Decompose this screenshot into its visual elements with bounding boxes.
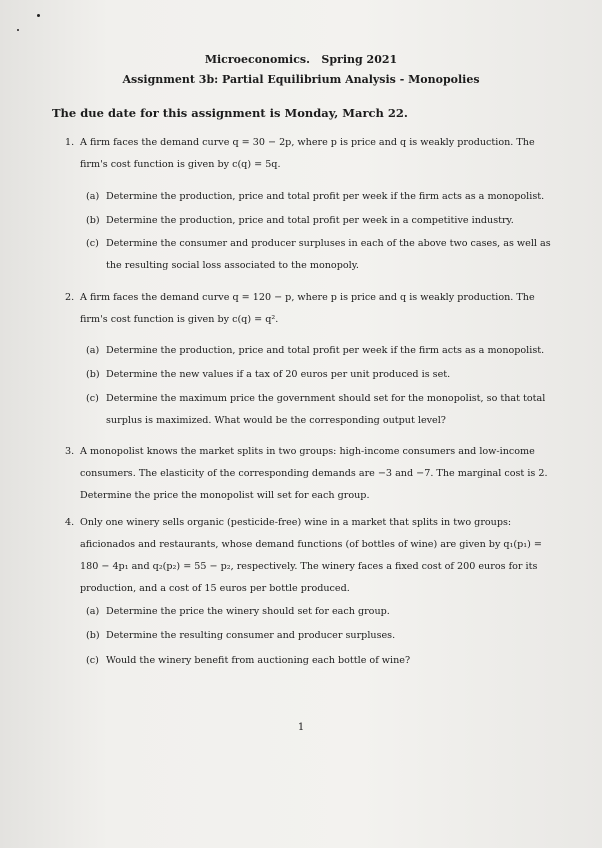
part-text: Determine the production, price and total profit per week in a competitive industry. <box>106 215 514 226</box>
question-3 <box>65 441 550 507</box>
part-text: Determine the production, price and total profit per week if the firm acts as a monopolist. <box>106 345 545 356</box>
due-date: The due date for this assignment is Monday, March 22. <box>52 106 408 120</box>
part-text: Determine the resulting consumer and producer surpluses. <box>106 630 396 641</box>
part-text: Would the winery benefit from auctioning each bottle of wine? <box>106 655 411 666</box>
part-label: (b) <box>86 630 100 641</box>
question-1 <box>65 132 550 176</box>
question-text: A monopolist knows the market splits in two groups: high-income consumers and low-income consumers. The elasticity of the corresponding demands are −3 and −7. The marginal cost is 2. Determine the price the monopolist will set for each group. <box>80 446 548 501</box>
part-label: (c) <box>86 393 99 404</box>
part-label: (c) <box>86 655 99 666</box>
page-number: 1 <box>297 722 305 733</box>
question-number: 4. <box>65 517 75 528</box>
question-2 <box>65 287 550 331</box>
question-4-part-b <box>86 625 551 647</box>
part-label: (a) <box>86 191 100 202</box>
question-1-part-c <box>86 233 551 277</box>
part-text: Determine the maximum price the government should set for the monopolist, so that total surplus is maximized. What would be the corresponding output level? <box>106 393 546 426</box>
part-text: Determine the new values if a tax of 20 euros per unit produced is set. <box>106 369 451 380</box>
part-label: (b) <box>86 215 100 226</box>
part-label: (a) <box>86 606 100 617</box>
part-text: Determine the consumer and producer surpluses in each of the above two cases, as well as the resulting social loss associated to the monopoly. <box>106 238 551 271</box>
question-2-part-a <box>86 340 551 362</box>
part-label: (a) <box>86 345 100 356</box>
course-title: Microeconomics. Spring 2021 <box>204 53 398 66</box>
question-1-part-a <box>86 186 551 208</box>
question-number: 2. <box>65 292 75 303</box>
question-2-part-b <box>86 364 551 386</box>
question-2-part-c <box>86 388 551 432</box>
part-text: Determine the price the winery should set for each group. <box>106 606 390 617</box>
part-label: (b) <box>86 369 100 380</box>
mark-dot <box>17 29 19 31</box>
question-text: Only one winery sells organic (pesticide-free) wine in a market that splits in two groups: aficionados and restaurants, whose demand functions (of bottles of wine) are given by q₁(p₁) = 180 − 4p₁ and q₂(p₂) = 55 − p₂, respectively. The winery faces a fixed cost of 200 euros for its production, and a cost of 15 euros per bottle produced. <box>80 517 542 594</box>
question-4 <box>65 512 550 600</box>
mark-dot <box>37 14 40 17</box>
question-text: A firm faces the demand curve q = 30 − 2p, where p is price and q is weakly production. The firm's cost function is given by c(q) = 5q. <box>80 137 535 170</box>
part-label: (c) <box>86 238 99 249</box>
question-4-part-c <box>86 650 551 672</box>
question-number: 3. <box>65 446 75 457</box>
question-4-part-a <box>86 601 551 623</box>
part-text: Determine the production, price and total profit per week if the firm acts as a monopolist. <box>106 191 545 202</box>
assignment-title: Assignment 3b: Partial Equilibrium Analysis - Monopolies <box>122 73 480 86</box>
question-1-part-b <box>86 210 551 232</box>
question-text: A firm faces the demand curve q = 120 − p, where p is price and q is weakly production. The firm's cost function is given by c(q) = q². <box>80 292 535 325</box>
question-number: 1. <box>65 137 75 148</box>
